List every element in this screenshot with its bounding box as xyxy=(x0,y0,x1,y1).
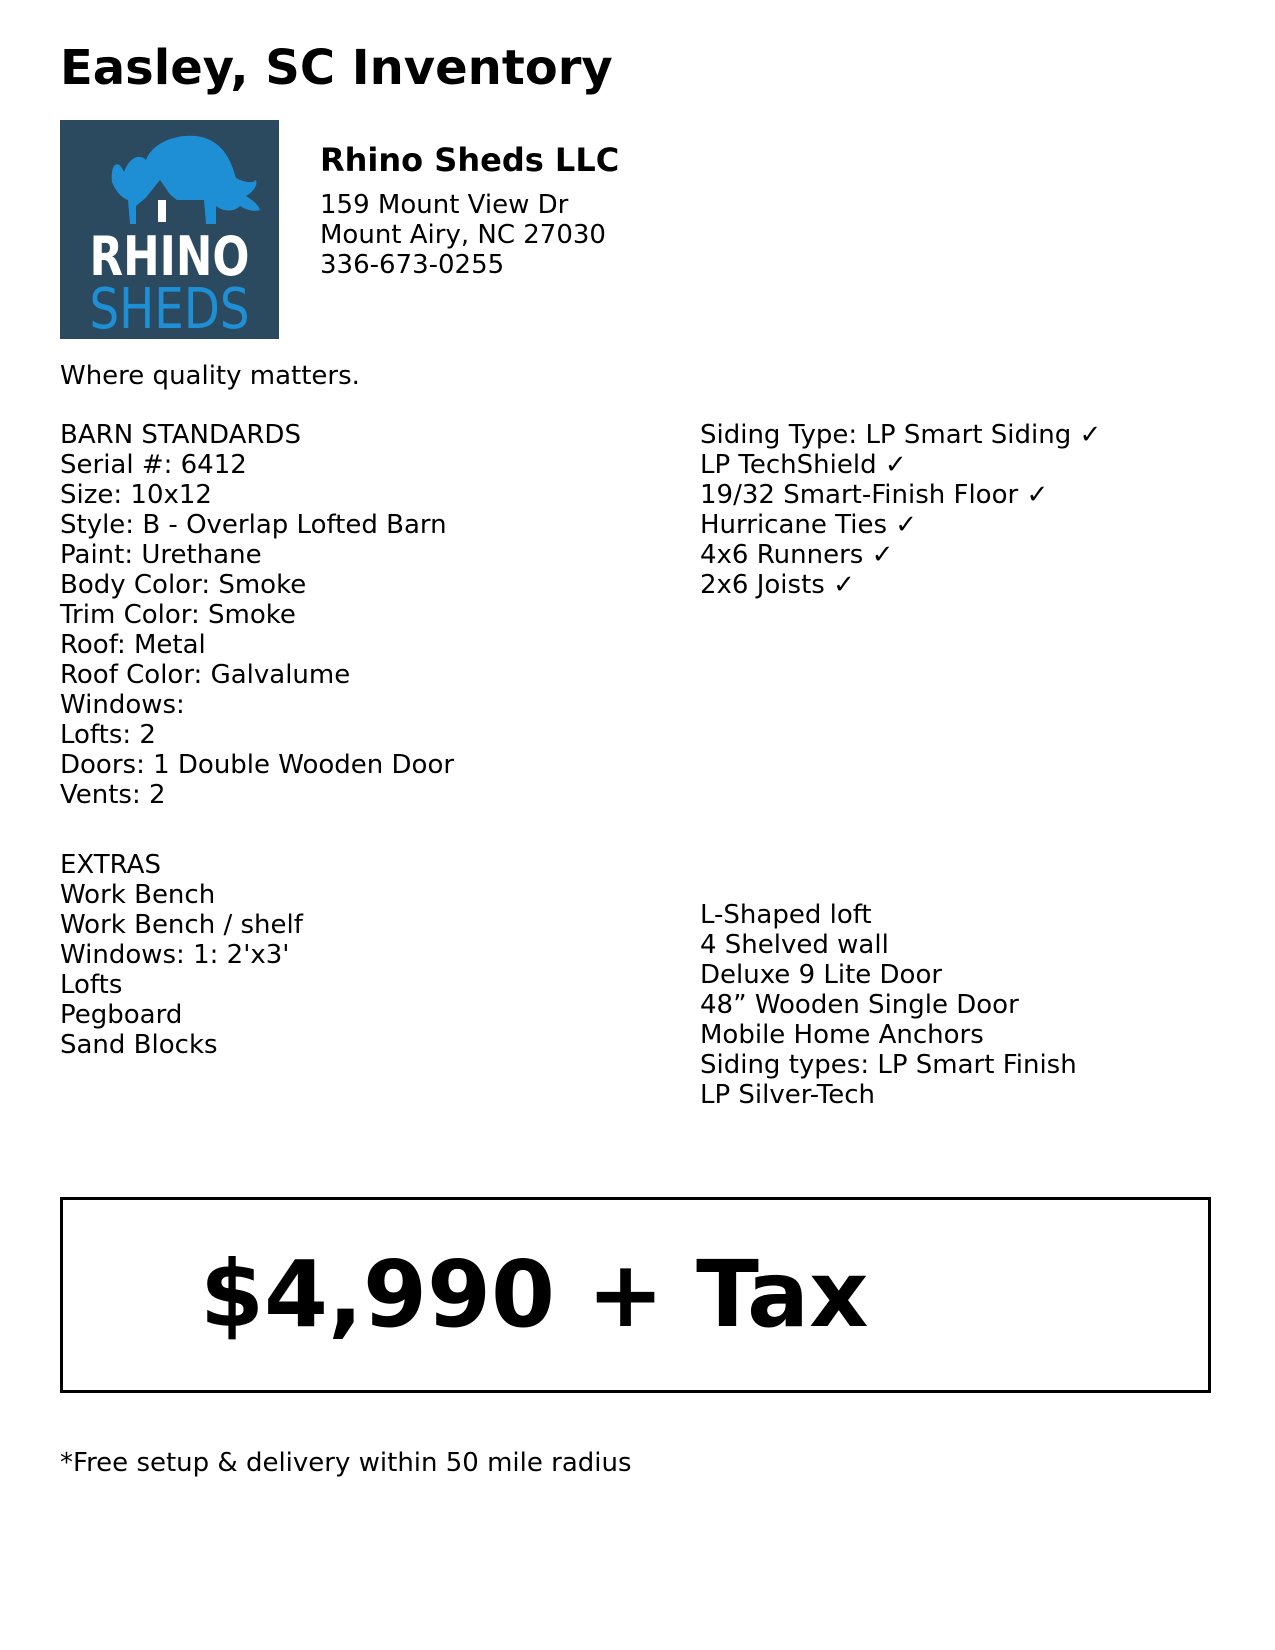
list-item: Lofts: 2 xyxy=(60,720,156,750)
list-item: Roof: Metal xyxy=(60,630,206,660)
list-item: Windows: xyxy=(60,690,185,720)
company-phone: 336-673-0255 xyxy=(320,250,505,280)
company-logo xyxy=(60,120,279,339)
page-title: Easley, SC Inventory xyxy=(60,40,613,96)
list-item: Style: B - Overlap Lofted Barn xyxy=(60,510,447,540)
list-item: 19/32 Smart-Finish Floor ✓ xyxy=(700,480,1049,510)
footnote: *Free setup & delivery within 50 mile radius xyxy=(60,1448,632,1478)
list-item: Work Bench xyxy=(60,880,216,910)
list-item: LP Silver-Tech xyxy=(700,1080,876,1110)
list-item: Size: 10x12 xyxy=(60,480,212,510)
list-item: BARN STANDARDS xyxy=(60,420,301,450)
list-item: 4x6 Runners ✓ xyxy=(700,540,894,570)
list-item: Siding Type: LP Smart Siding ✓ xyxy=(700,420,1102,450)
address-line2: Mount Airy, NC 27030 xyxy=(320,220,606,250)
list-item: Body Color: Smoke xyxy=(60,570,307,600)
list-item: Vents: 2 xyxy=(60,780,166,810)
list-item: Roof Color: Galvalume xyxy=(60,660,351,690)
list-item: Sand Blocks xyxy=(60,1030,218,1060)
list-item: Serial #: 6412 xyxy=(60,450,247,480)
list-item: Work Bench / shelf xyxy=(60,910,303,940)
list-item: LP TechShield ✓ xyxy=(700,450,907,480)
list-item: Paint: Urethane xyxy=(60,540,262,570)
extras-options-list xyxy=(700,900,1077,1110)
extras-list xyxy=(60,850,303,1060)
company-address xyxy=(320,190,606,280)
list-item: Mobile Home Anchors xyxy=(700,1020,984,1050)
list-item: 48” Wooden Single Door xyxy=(700,990,1019,1020)
list-item: 2x6 Joists ✓ xyxy=(700,570,855,600)
list-item: Lofts xyxy=(60,970,123,1000)
list-item: EXTRAS xyxy=(60,850,161,880)
standard-features-list xyxy=(700,420,1101,600)
price-text: $4,990 + Tax xyxy=(200,1241,869,1348)
logo-word-rhino: RHINO xyxy=(89,225,250,288)
list-item: Pegboard xyxy=(60,1000,183,1030)
price-box xyxy=(60,1197,1211,1393)
list-item: L-Shaped loft xyxy=(700,900,872,930)
list-item: Doors: 1 Double Wooden Door xyxy=(60,750,455,780)
list-item: Windows: 1: 2'x3' xyxy=(60,940,290,970)
list-item: Trim Color: Smoke xyxy=(60,600,296,630)
list-item: Siding types: LP Smart Finish xyxy=(700,1050,1077,1080)
list-item: Hurricane Ties ✓ xyxy=(700,510,918,540)
barn-standards-list xyxy=(60,420,454,810)
address-line1: 159 Mount View Dr xyxy=(320,190,569,220)
list-item: 4 Shelved wall xyxy=(700,930,889,960)
rhino-house-icon xyxy=(60,120,279,339)
tagline: Where quality matters. xyxy=(60,361,360,391)
list-item: Deluxe 9 Lite Door xyxy=(700,960,943,990)
company-name: Rhino Sheds LLC xyxy=(320,141,620,179)
logo-word-sheds: SHEDS xyxy=(89,277,250,339)
